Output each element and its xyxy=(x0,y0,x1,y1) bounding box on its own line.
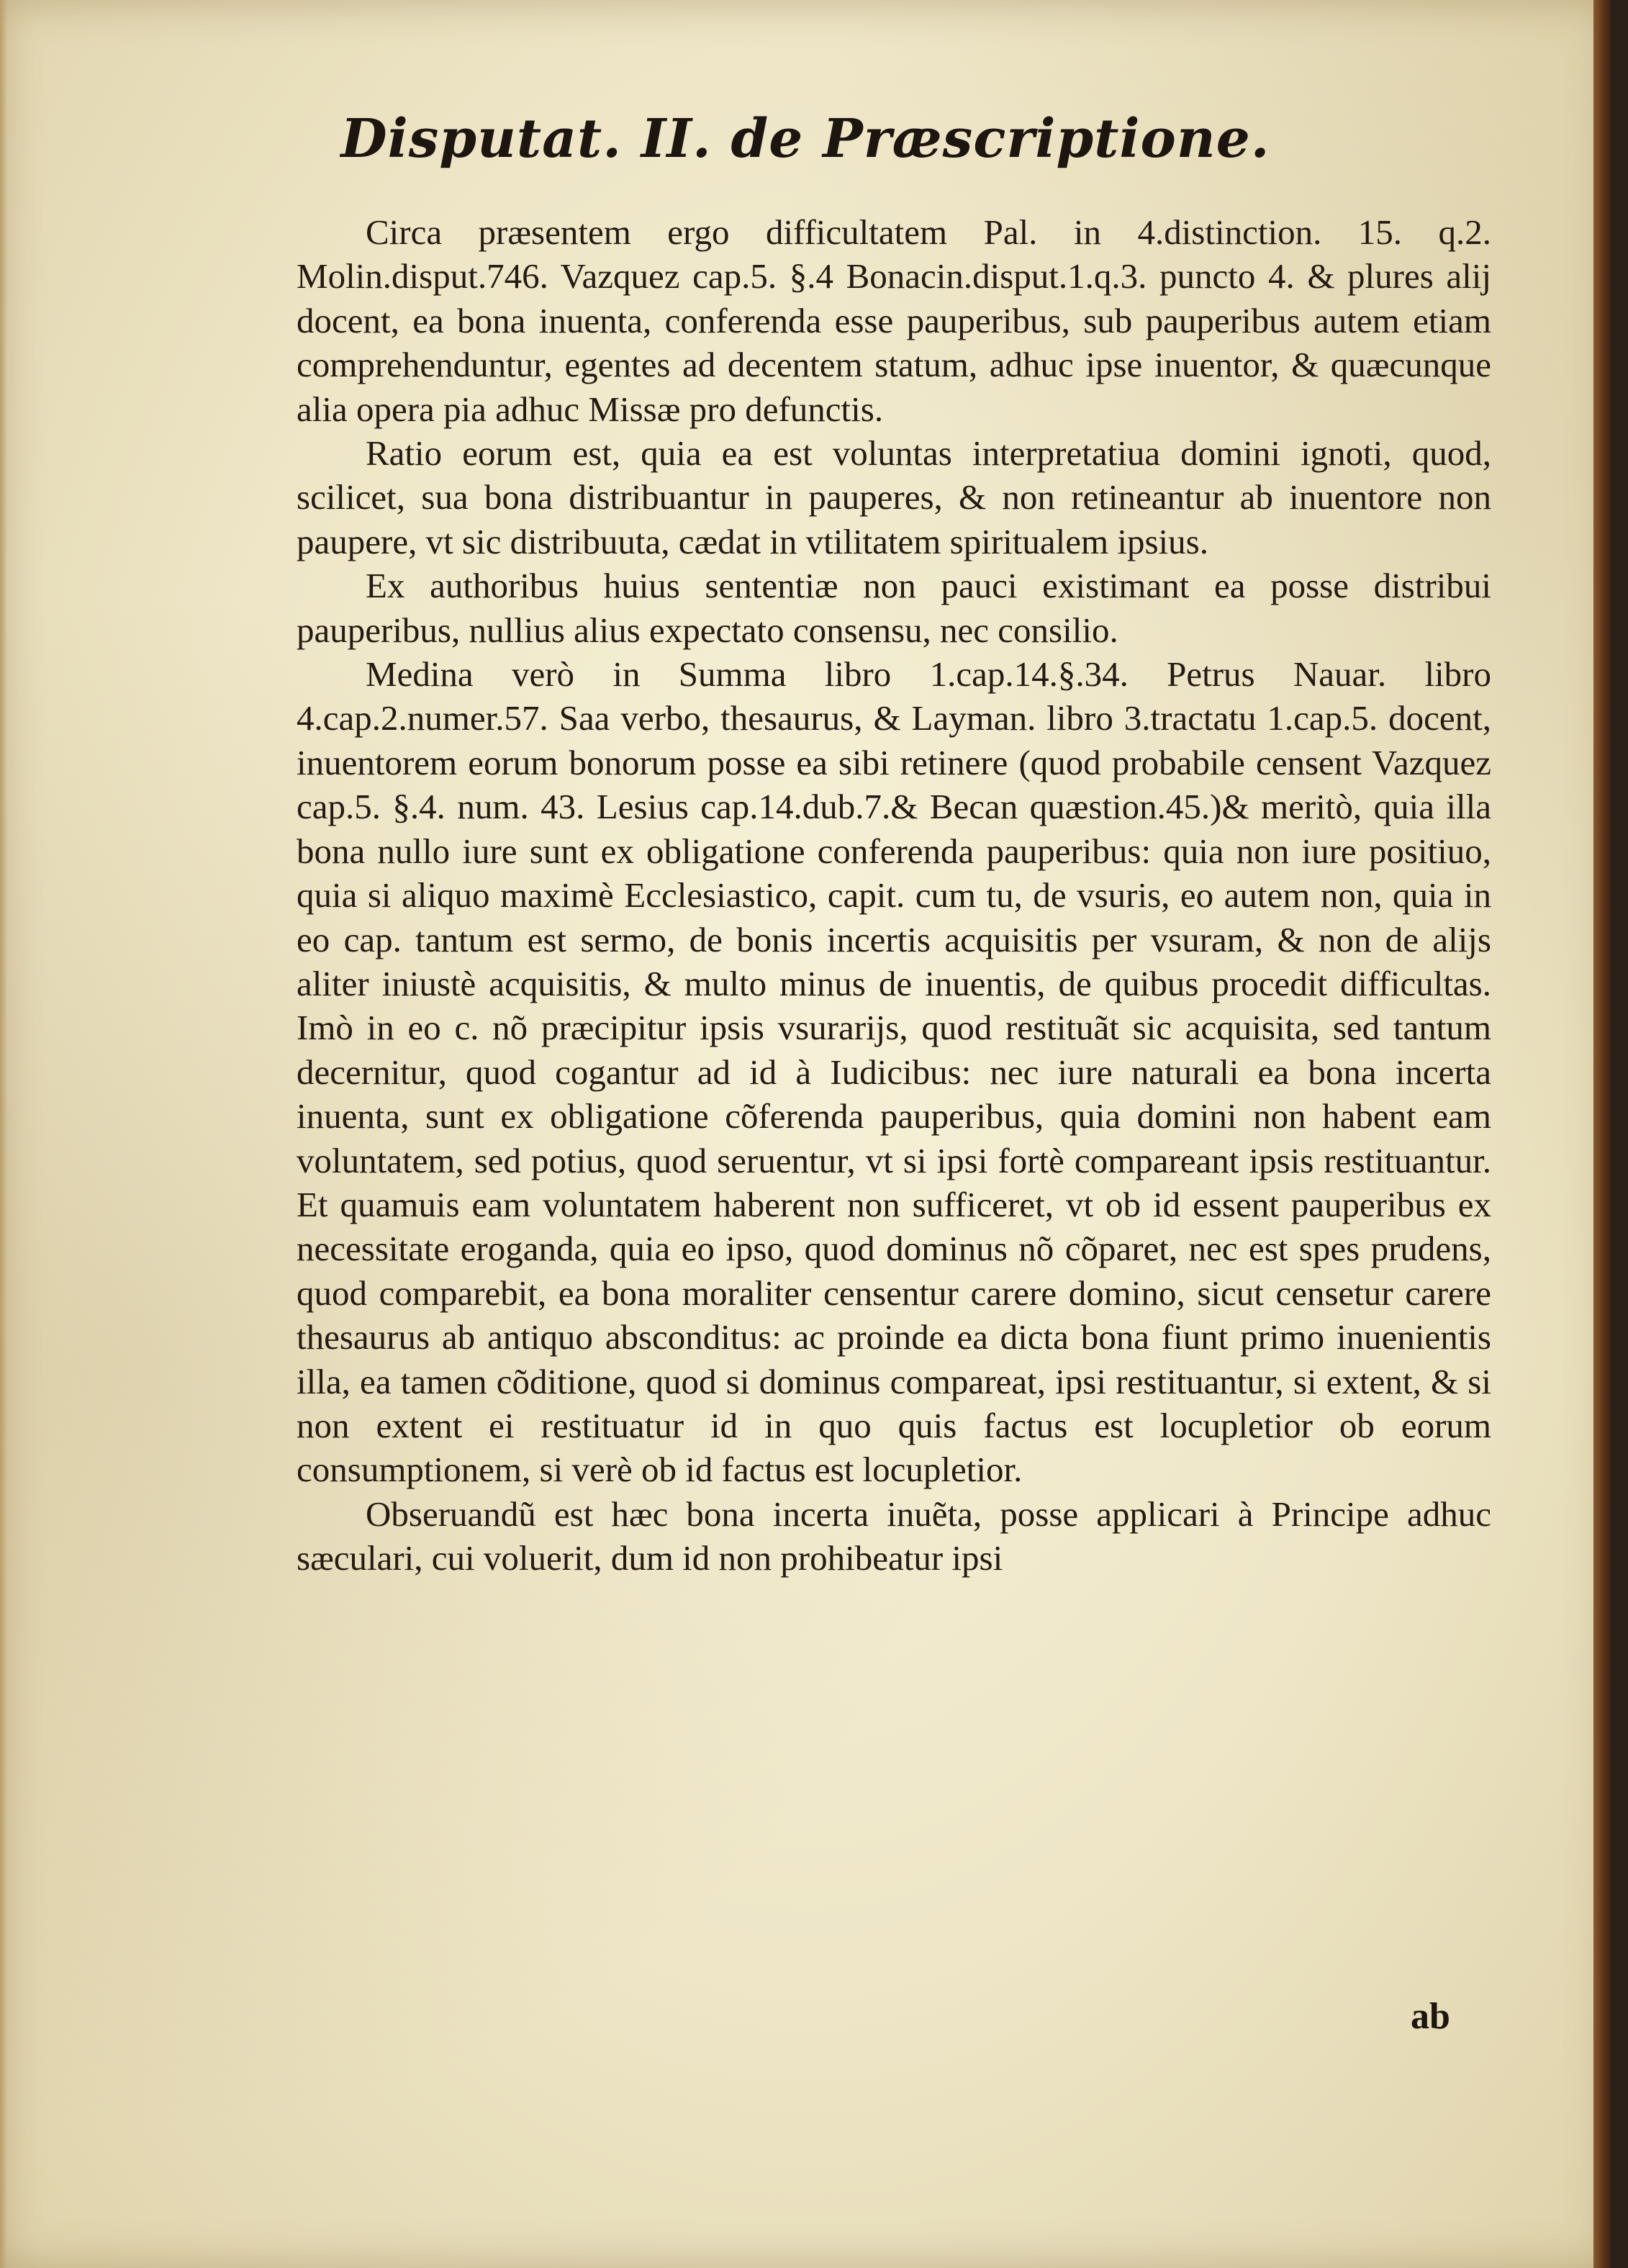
running-head: Disputat. II. de Præscriptione. xyxy=(340,108,1270,170)
paragraph-2: Ratio eorum est, quia ea est voluntas interpretatiua domini ignoti, quod, scilicet, sua bona distribuantur in pauperes, & non retineantur ab inuentore non paupere, vt sic distribuuta, cædat in vtilitatem spiritualem ipsius. xyxy=(297,433,1491,561)
catchword: ab xyxy=(1411,1996,1450,2037)
page-left-edge xyxy=(0,0,7,2268)
paragraph-3: Ex authoribus huius sententiæ non pauci existimant ea posse distribui pauperibus, nullius alius expectato consensu, nec consilio. xyxy=(297,566,1491,650)
paragraph-1: Circa præsentem ergo difficultatem Pal. in 4.distinction. 15. q.2. Molin.disput.746. Vazquez cap.5. §.4 Bonacin.disput.1.q.3. puncto 4. & plures alij docent, ea bona inuenta, conferenda esse pauperibus, sub pauperibus autem etiam comprehenduntur, egentes ad decentem statum, adhuc ipse inuentor, & quæcunque alia opera pia adhuc Missæ pro defunctis. xyxy=(297,212,1491,429)
paragraph-5: Obseruandũ est hæc bona incerta inuẽta, posse applicari à Principe adhuc sæculari, cui voluerit, dum id non prohibeatur ipsi xyxy=(297,1494,1491,1578)
body-text xyxy=(297,210,1491,1581)
paragraph-4: Medina verò in Summa libro 1.cap.14.§.34. Petrus Nauar. libro 4.cap.2.numer.57. Saa verbo, thesaurus, & Layman. libro 3.tractatu 1.cap.5. docent, inuentorem eorum bonorum posse ea sibi retinere (quod probabile censent Vazquez cap.5. §.4. num. 43. Lesius cap.14.dub.7.& Becan quæstion.45.)& meritò, quia illa bona nullo iure sunt ex obligatione conferenda pauperibus: quia non iure positiuo, quia si aliquo maximè Ecclesiastico, capit. cum tu, de vsuris, eo autem non, quia in eo cap. tantum est sermo, de bonis incertis acquisitis per vsuram, & non de alijs aliter iniustè acquisitis, & multo minus de inuentis, de quibus procedit difficultas. Imò in eo c. nõ præcipitur ipsis vsurarijs, quod restituãt sic acquisita, sed tantum decernitur, quod cogantur ad id à Iudicibus: nec iure naturali ea bona incerta inuenta, sunt ex obligatione cõferenda pauperibus, quia domini non habent eam voluntatem, sed potius, quod seruentur, vt si ipsi fortè compareant ipsis restituantur. Et quamuis eam voluntatem haberent non sufficeret, vt ob id essent pauperibus ex necessitate eroganda, quia eo ipso, quod dominus nõ cõparet, nec est spes prudens, quod comparebit, ea bona moraliter censentur carere domino, sicut censetur carere thesaurus ab antiquo absconditus: ac proinde ea dicta bona fiunt primo inuenientis illa, ea tamen cõditione, quod si dominus compareat, ipsi restituantur, si extent, & si non extent ei restituatur id in quo quis factus est locupletior ob eorum consumptionem, si verè ob id factus est locupletior. xyxy=(297,654,1491,1490)
page-binding-edge xyxy=(1593,0,1611,2268)
